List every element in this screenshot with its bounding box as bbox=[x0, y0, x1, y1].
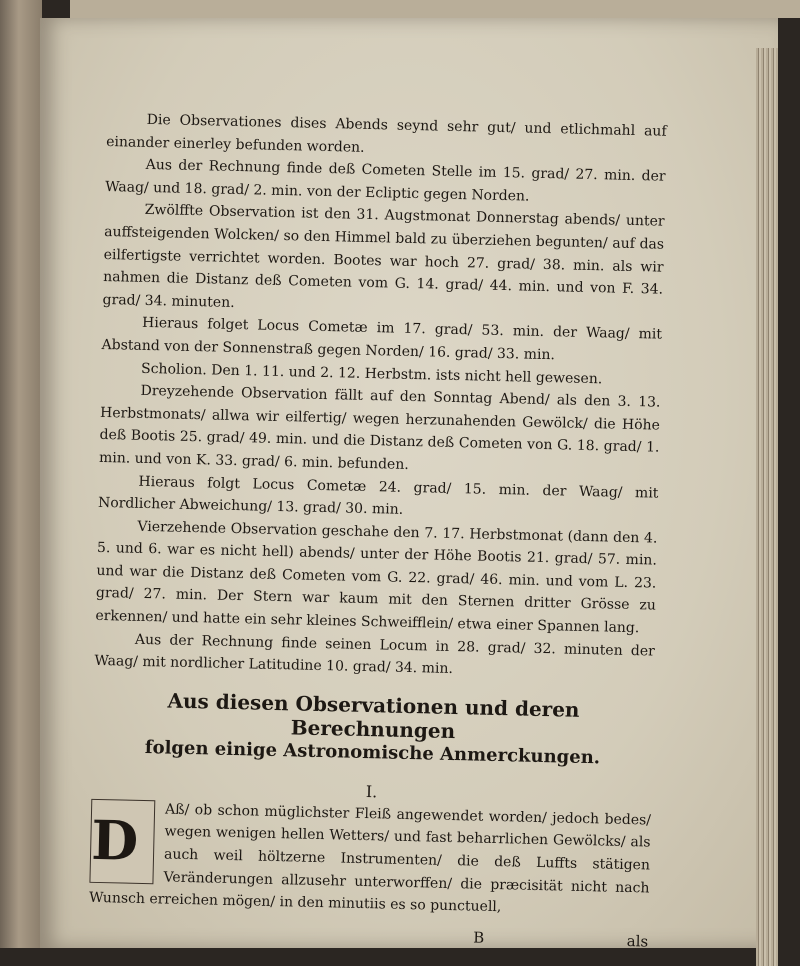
paragraph-7: Hieraus folgt Locus Cometæ 24. grad/ 15. min. der Waag/ mit Nordlicher Abweichung/ 13. grad/ 30. min. bbox=[97, 473, 659, 518]
page-text bbox=[88, 108, 667, 953]
page-stack-edges bbox=[756, 48, 778, 966]
catchword: als bbox=[626, 931, 649, 951]
decorated-initial-letter: D bbox=[89, 799, 155, 884]
heading-line-1: Aus diesen Observationen und deren Berechnungen bbox=[167, 688, 580, 743]
section-number: I. bbox=[365, 781, 378, 802]
paragraph-3: Zwölffte Observation ist den 31. Augstmonat Donnerstag abends/ unter auffsteigenden Wolcken/ so den Himmel bald zu überziehen begunten/ auf das eilfertigste verrichtet worden. Bootes war hoch 27. grad/ 38. min. als wir nahmen die Distanz deß Cometen vom G. 14. grad/ 44. min. und von F. 34. grad/ 34. minuten. bbox=[102, 202, 665, 311]
paragraph-9: Aus der Rechnung finde seinen Locum in 28. grad/ 32. minuten der Waag/ mit nordlicher Latitudine 10. grad/ 34. min. bbox=[94, 631, 655, 678]
top-page-band bbox=[70, 0, 800, 18]
heading-line-2: folgen einige Astronomische Anmerckungen. bbox=[144, 736, 601, 769]
paragraph-1: Die Observationes dises Abends seynd sehr gut/ und etlichmahl auf einander einerley befunden worden. bbox=[106, 111, 667, 156]
left-page-edge bbox=[0, 0, 42, 948]
paragraph-5: Scholion. Den 1. 11. und 2. 12. Herbstm. ists nicht hell gewesen. bbox=[140, 360, 603, 387]
signature-mark: B bbox=[473, 928, 485, 947]
paragraph-4: Hieraus folget Locus Cometæ im 17. grad/ 53. min. der Waag/ mit Abstand von der Sonnenstraß gegen Norden/ 16. grad/ 33. min. bbox=[101, 315, 663, 364]
remark-text: Aß/ ob schon müglichster Fleiß angewendet worden/ jedoch bedes/ wegen wenigen hellen Wetters/ und fast beharrlichen Gewölcks/ als auch weil höltzerne Instrumenten/ die deß Luffts stätigen Veränderungen allzusehr unterworffen/ die præcisität nicht nach Wunsch erreichen mögen/ in den minutiis es so punctuell, bbox=[88, 801, 652, 916]
paragraph-6: Dreyzehende Observation fällt auf den Sonntag Abend/ als den 3. 13. Herbstmonats/ allwa wir eilfertig/ wegen herzunahenden Gewölck/ die Höhe deß Bootis 25. grad/ 49. min. und die Distanz deß Cometen von G. 18. grad/ 1. min. und von K. 33. grad/ 6. min. befunden. bbox=[98, 382, 661, 473]
remark-paragraph bbox=[89, 797, 651, 923]
paragraph-8: Vierzehende Observation geschahe den 7. 17. Herbstmonat (dann den 4. 5. und 6. war es nicht hell) abends/ unter der Höhe Bootis 21. grad/ 57. min. und war die Distanz deß Cometen vom G. 22. grad/ 46. min. und vom L. 23. grad/ 27. min. Der Stern war kaum mit den Sternen dritter Grösse zu erkennen/ und hatte ein sehr kleines Schweifflein/ etwa einer Spannen lang. bbox=[95, 518, 658, 637]
section-heading bbox=[92, 687, 653, 772]
paragraph-2: Aus der Rechnung finde deß Cometen Stelle im 15. grad/ 27. min. der Waag/ und 18. grad/ 2. min. von der Ecliptic gegen Norden. bbox=[105, 157, 666, 205]
